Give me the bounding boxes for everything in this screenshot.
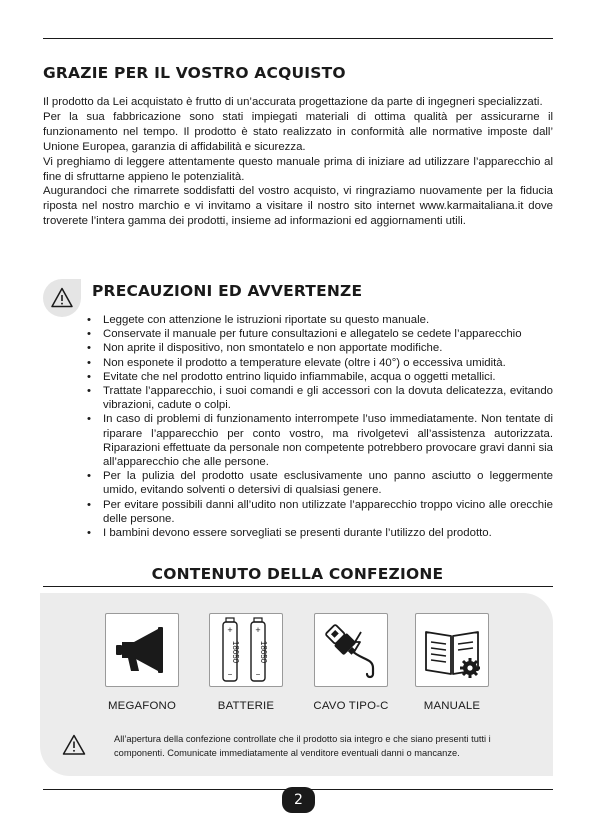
list-item: • Leggete con attenzione le istruzioni riportate su questo manuale.: [87, 313, 553, 327]
battery-minus-label: −: [255, 670, 261, 679]
list-item: • Evitate che nel prodotto entrino liquido infiammabile, acqua o oggetti metallici.: [87, 370, 553, 384]
usb-c-cable-icon: [315, 614, 387, 686]
item-icon-box: [415, 613, 489, 687]
package-item-megaphone: [97, 613, 187, 712]
battery-plus-label: +: [255, 625, 261, 635]
item-label: CAVO TIPO-C: [313, 700, 389, 712]
battery-minus-label: −: [227, 670, 233, 679]
battery-model-label: 18650: [231, 640, 240, 664]
item-icon-box: [314, 613, 388, 687]
precautions-list: [87, 313, 553, 540]
package-item-manual: [407, 613, 497, 712]
list-item: • Conservate il manuale per future consultazioni e allegatelo se cedete l’apparecchio: [87, 327, 553, 341]
manual-book-icon: [416, 614, 488, 686]
intro-paragraph: Vi preghiamo di leggere attentamente questo manuale prima di iniziare ad utilizzare l’apparecchio al fine di sfruttarne appieno le potenzialità.: [43, 155, 553, 183]
warning-triangle-icon: [50, 286, 74, 310]
package-item-batteries: [201, 613, 291, 712]
precautions-heading: PRECAUZIONI ED AVVERTENZE: [92, 282, 363, 300]
intro-text: [43, 95, 553, 229]
package-check-note: All’apertura della confezione controllate che il prodotto sia integro e che siano presenti tutti i componenti. Comunicate immediatamente al venditore eventuali danni o mancanze.: [114, 734, 491, 758]
list-item: • Non esponete il prodotto a temperature elevate (oltre i 40°) o eccessiva umidità.: [87, 356, 553, 370]
item-icon-box: [209, 613, 283, 687]
intro-paragraph: Il prodotto da Lei acquistato è frutto di un’accurata progettazione da parte di ingegneri specializzati.: [43, 96, 543, 108]
package-item-cable: [306, 613, 396, 712]
item-label: MANUALE: [423, 700, 481, 712]
list-item: • I bambini devono essere sorvegliati se presenti durante l’utilizzo del prodotto.: [87, 526, 553, 540]
item-icon-box: [105, 613, 179, 687]
top-rule: [43, 38, 553, 39]
battery-model-label: 18650: [259, 640, 268, 664]
package-contents-heading: CONTENUTO DELLA CONFEZIONE: [151, 565, 444, 583]
intro-paragraph: Per la sua fabbricazione sono stati impiegati materiali di ottima qualità per assicurarne il funzionamento nel tempo. Il prodotto è stato realizzato in conformità alle normative imposte dall’ Unione Europea, garanzia di affidabilità e sicurezza.: [43, 110, 553, 153]
megaphone-icon: [106, 614, 178, 686]
batteries-icon: [210, 614, 282, 686]
battery-plus-label: +: [227, 625, 233, 635]
item-label: BATTERIE: [217, 700, 275, 712]
thanks-heading: GRAZIE PER IL VOSTRO ACQUISTO: [43, 64, 346, 82]
list-item: • Trattate l’apparecchio, i suoi comandi e gli accessori con la dovuta delicatezza, evitando vibrazioni, cadute o colpi.: [87, 384, 553, 412]
warning-badge: [43, 279, 81, 317]
list-item: • Non aprite il dispositivo, non smontatelo e non apportate modifiche.: [87, 341, 553, 355]
list-item: • In caso di problemi di funzionamento interrompete l’uso immediatamente. Non tentate di riparare l’apparecchio per conto vostro, ma rivolgetevi all’assistenza autorizzata. Riparazioni effettuate da personale non competente potrebbero provocare gravi danni sia all’apparecchio che alle persone.: [87, 412, 553, 469]
list-item: • Per evitare possibili danni all’udito non utilizzate l’apparecchio troppo vicino alle orecchie delle persone.: [87, 498, 553, 526]
item-label: MEGAFONO: [107, 700, 177, 712]
warning-triangle-icon: [62, 734, 86, 756]
intro-paragraph: Augurandoci che rimarrete soddisfatti del vostro acquisto, vi ringraziamo nuovamente per la fiducia riposta nel nostro marchio e vi invitamo a visitare il nostro sito internet www.karmaitaliana.it dove troverete l’intera gamma dei prodotti, insieme ad informazioni ed aggiornamenti utili.: [43, 185, 553, 228]
section-rule: [43, 586, 553, 587]
page-number: 2: [282, 787, 315, 813]
list-item: • Per la pulizia del prodotto usate esclusivamente uno panno asciutto o leggermente umido, evitando solventi o detersivi di qualsiasi genere.: [87, 469, 553, 497]
